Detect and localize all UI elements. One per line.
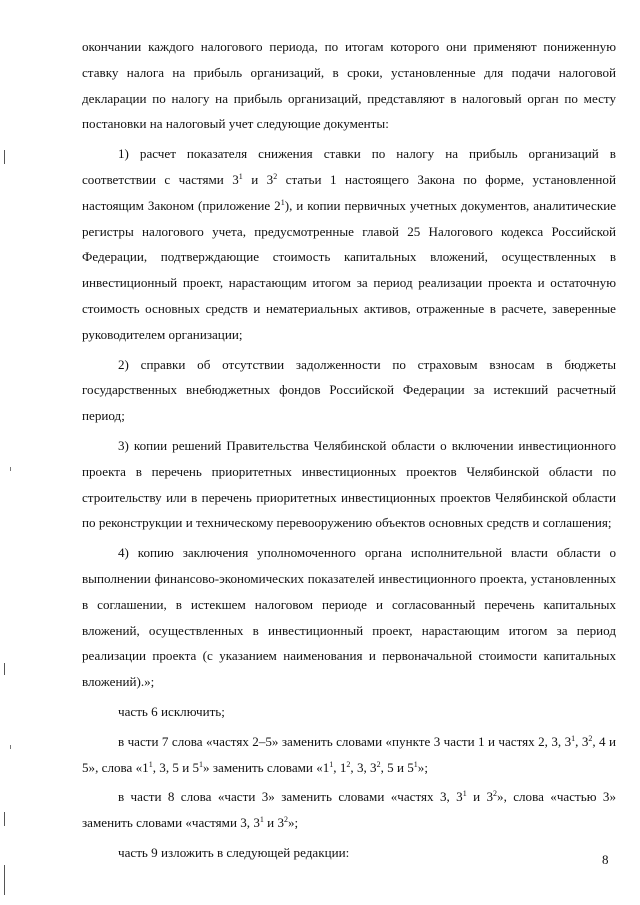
amendment-part-7: в части 7 слова «частях 2–5» заменить словами «пункте 3 части 1 и частях 2, 3, $3^1$, $3^2$, 4 и 5», слова «$1^1$, 3, 5 и $5^1$» заменить словами «$1^1$, $1^2$, 3, $3^2$, 5 и $5^1$»; bbox=[82, 733, 617, 775]
scan-edge-mark bbox=[4, 150, 5, 164]
amendment-part-8: в части 8 слова «части 3» заменить словами «частях 3, $3^1$ и $3^2$», слова «частью 3» заменить словами «частями 3, $3^1$ и $3^2$»; bbox=[82, 789, 616, 831]
list-item-1: 1) расчет показателя снижения ставки по налогу на прибыль организаций в соответствии с частями $3^1$ и $3^2$ статьи 1 настоящего Закона по форме, установленной настоящим Законом (приложение $2^1$), и копии первичных учетных документов, аналитические регистры налогового учета, предусмотренные главой 25 Налогового кодекса Российской Федерации, подтверждающие стоимость капитальных вложений, осуществленных в инвестиционный проект, нарастающим итогом за период реализации проекта и остаточную стоимость основных средств и нематериальных активов, отраженные в расчете, заверенные руководителем организации; bbox=[82, 146, 617, 342]
document-body bbox=[82, 34, 616, 866]
page-number: 8 bbox=[602, 852, 609, 867]
scan-edge-mark bbox=[4, 865, 5, 895]
list-item-2: 2) справки об отсутствии задолженности по страховым взносам в бюджеты государственных внебюджетных фондов Российской Федерации за истекший расчетный период; bbox=[82, 356, 616, 424]
amendment-part-6: часть 6 исключить; bbox=[118, 703, 225, 719]
scan-edge-mark bbox=[4, 663, 5, 675]
amendment-part-9: часть 9 изложить в следующей редакции: bbox=[118, 844, 350, 860]
list-item-4: 4) копию заключения уполномоченного органа исполнительной власти области о выполнении финансово-экономических показателей инвестиционного проекта, установленных в соглашении, в истекшем налоговом периоде и согласованный перечень капитальных вложений, осуществленных в инвестиционный проект, нарастающим итогом за период реализации проекта (с указанием наименования и первоначальной стоимости капитальных вложений).»; bbox=[82, 545, 616, 690]
scan-edge-dot bbox=[10, 745, 11, 749]
list-item-3: 3) копии решений Правительства Челябинской области о включении инвестиционного проекта в перечень приоритетных инвестиционных проектов Челябинской области по строительству или в перечень приоритетных инвестиционных проектов Челябинской области по реконструкции и техническому перевооружению объектов основных средств и соглашения; bbox=[82, 437, 616, 531]
paragraph-continuation: окончании каждого налогового периода, по итогам которого они применяют пониженную ставку налога на прибыль организаций, в сроки, установленные для подачи налоговой декларации по налогу на прибыль организаций, представляют в налоговый орган по месту постановки на налоговый учет следующие документы: bbox=[82, 39, 616, 132]
scan-edge-dot bbox=[10, 467, 11, 471]
scan-edge-mark bbox=[4, 812, 5, 826]
